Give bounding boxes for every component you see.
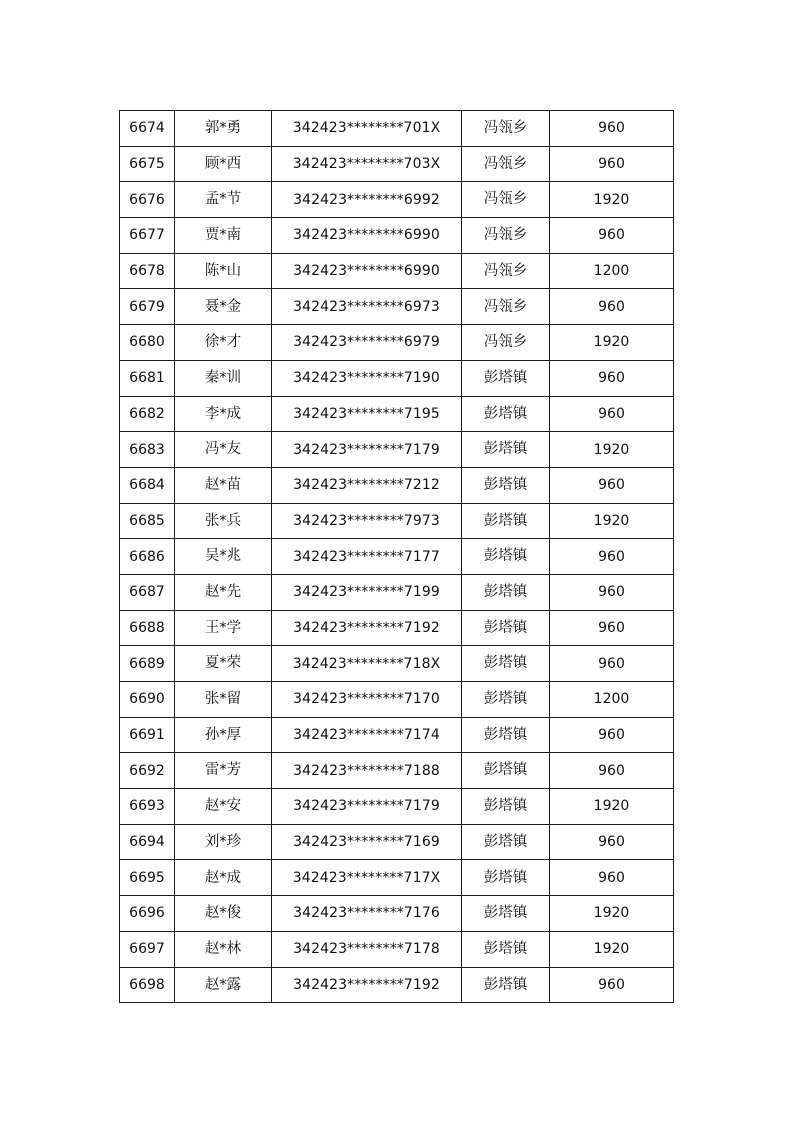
township-cell: 彭塔镇 [462,396,550,432]
name-cell: 孙*厚 [175,717,272,753]
amount-cell: 960 [550,967,674,1003]
name-cell: 赵*安 [175,789,272,825]
amount-cell: 960 [550,717,674,753]
township-cell: 彭塔镇 [462,753,550,789]
serial-number-cell: 6674 [120,111,175,147]
amount-cell: 960 [550,146,674,182]
township-cell: 冯瓴乡 [462,289,550,325]
township-cell: 冯瓴乡 [462,253,550,289]
township-cell: 冯瓴乡 [462,182,550,218]
amount-cell: 1920 [550,931,674,967]
township-cell: 彭塔镇 [462,432,550,468]
township-cell: 彭塔镇 [462,860,550,896]
table-row [120,753,674,789]
serial-number-cell: 6698 [120,967,175,1003]
id-number-cell: 342423********7973 [272,503,462,539]
name-cell: 陈*山 [175,253,272,289]
name-cell: 赵*先 [175,574,272,610]
amount-cell: 960 [550,753,674,789]
name-cell: 聂*金 [175,289,272,325]
township-cell: 冯瓴乡 [462,146,550,182]
township-cell: 彭塔镇 [462,717,550,753]
id-number-cell: 342423********7179 [272,432,462,468]
id-number-cell: 342423********7169 [272,824,462,860]
name-cell: 徐*才 [175,325,272,361]
township-cell: 彭塔镇 [462,467,550,503]
id-number-cell: 342423********7190 [272,360,462,396]
id-number-cell: 342423********7192 [272,610,462,646]
serial-number-cell: 6697 [120,931,175,967]
serial-number-cell: 6691 [120,717,175,753]
amount-cell: 1920 [550,503,674,539]
amount-cell: 960 [550,610,674,646]
serial-number-cell: 6694 [120,824,175,860]
table-row [120,432,674,468]
serial-number-cell: 6675 [120,146,175,182]
name-cell: 贾*南 [175,218,272,254]
serial-number-cell: 6680 [120,325,175,361]
amount-cell: 960 [550,646,674,682]
name-cell: 雷*芳 [175,753,272,789]
serial-number-cell: 6685 [120,503,175,539]
amount-cell: 1920 [550,182,674,218]
serial-number-cell: 6676 [120,182,175,218]
table-row [120,610,674,646]
table-row [120,824,674,860]
amount-cell: 960 [550,111,674,147]
township-cell: 彭塔镇 [462,789,550,825]
id-number-cell: 342423********7192 [272,967,462,1003]
serial-number-cell: 6690 [120,682,175,718]
serial-number-cell: 6687 [120,574,175,610]
id-number-cell: 342423********7170 [272,682,462,718]
table-row [120,646,674,682]
id-number-cell: 342423********7188 [272,753,462,789]
id-number-cell: 342423********6990 [272,253,462,289]
table-row [120,218,674,254]
township-cell: 彭塔镇 [462,931,550,967]
table-row [120,860,674,896]
id-number-cell: 342423********6973 [272,289,462,325]
serial-number-cell: 6688 [120,610,175,646]
id-number-cell: 342423********7212 [272,467,462,503]
township-cell: 彭塔镇 [462,539,550,575]
township-cell: 彭塔镇 [462,967,550,1003]
township-cell: 彭塔镇 [462,610,550,646]
township-cell: 冯瓴乡 [462,325,550,361]
township-cell: 彭塔镇 [462,503,550,539]
table-row [120,182,674,218]
amount-cell: 1200 [550,253,674,289]
serial-number-cell: 6681 [120,360,175,396]
amount-cell: 960 [550,360,674,396]
serial-number-cell: 6678 [120,253,175,289]
table-row [120,789,674,825]
serial-number-cell: 6695 [120,860,175,896]
table-row [120,931,674,967]
table-row [120,360,674,396]
id-number-cell: 342423********718X [272,646,462,682]
id-number-cell: 342423********7176 [272,896,462,932]
table-row [120,717,674,753]
id-number-cell: 342423********7177 [272,539,462,575]
name-cell: 秦*训 [175,360,272,396]
serial-number-cell: 6689 [120,646,175,682]
amount-cell: 1920 [550,325,674,361]
serial-number-cell: 6684 [120,467,175,503]
amount-cell: 960 [550,574,674,610]
id-number-cell: 342423********7195 [272,396,462,432]
id-number-cell: 342423********7174 [272,717,462,753]
id-number-cell: 342423********701X [272,111,462,147]
id-number-cell: 342423********7199 [272,574,462,610]
table-row [120,682,674,718]
name-cell: 冯*友 [175,432,272,468]
name-cell: 王*学 [175,610,272,646]
name-cell: 赵*露 [175,967,272,1003]
name-cell: 赵*成 [175,860,272,896]
table-row [120,967,674,1003]
table-row [120,539,674,575]
table-row [120,896,674,932]
table-row [120,503,674,539]
table-row [120,146,674,182]
serial-number-cell: 6693 [120,789,175,825]
amount-cell: 960 [550,860,674,896]
township-cell: 冯瓴乡 [462,111,550,147]
amount-cell: 1200 [550,682,674,718]
name-cell: 张*兵 [175,503,272,539]
serial-number-cell: 6679 [120,289,175,325]
table-row [120,289,674,325]
id-number-cell: 342423********6992 [272,182,462,218]
township-cell: 彭塔镇 [462,646,550,682]
serial-number-cell: 6686 [120,539,175,575]
id-number-cell: 342423********703X [272,146,462,182]
amount-cell: 960 [550,396,674,432]
township-cell: 彭塔镇 [462,896,550,932]
name-cell: 吴*兆 [175,539,272,575]
amount-cell: 1920 [550,432,674,468]
table-row [120,111,674,147]
serial-number-cell: 6683 [120,432,175,468]
amount-cell: 960 [550,218,674,254]
id-number-cell: 342423********6990 [272,218,462,254]
name-cell: 赵*苗 [175,467,272,503]
table-row [120,467,674,503]
serial-number-cell: 6692 [120,753,175,789]
table-row [120,253,674,289]
amount-cell: 1920 [550,896,674,932]
table-row [120,574,674,610]
township-cell: 彭塔镇 [462,824,550,860]
amount-cell: 1920 [550,789,674,825]
name-cell: 郭*勇 [175,111,272,147]
subsidy-roster-table [119,110,674,1003]
name-cell: 赵*俊 [175,896,272,932]
id-number-cell: 342423********7178 [272,931,462,967]
township-cell: 彭塔镇 [462,574,550,610]
roster-body [120,111,674,1003]
serial-number-cell: 6677 [120,218,175,254]
serial-number-cell: 6682 [120,396,175,432]
name-cell: 孟*节 [175,182,272,218]
name-cell: 李*成 [175,396,272,432]
table-row [120,325,674,361]
name-cell: 张*留 [175,682,272,718]
amount-cell: 960 [550,824,674,860]
id-number-cell: 342423********717X [272,860,462,896]
amount-cell: 960 [550,539,674,575]
township-cell: 彭塔镇 [462,360,550,396]
id-number-cell: 342423********7179 [272,789,462,825]
name-cell: 赵*林 [175,931,272,967]
id-number-cell: 342423********6979 [272,325,462,361]
serial-number-cell: 6696 [120,896,175,932]
amount-cell: 960 [550,289,674,325]
township-cell: 彭塔镇 [462,682,550,718]
township-cell: 冯瓴乡 [462,218,550,254]
name-cell: 顾*西 [175,146,272,182]
amount-cell: 960 [550,467,674,503]
name-cell: 刘*珍 [175,824,272,860]
name-cell: 夏*荣 [175,646,272,682]
table-row [120,396,674,432]
